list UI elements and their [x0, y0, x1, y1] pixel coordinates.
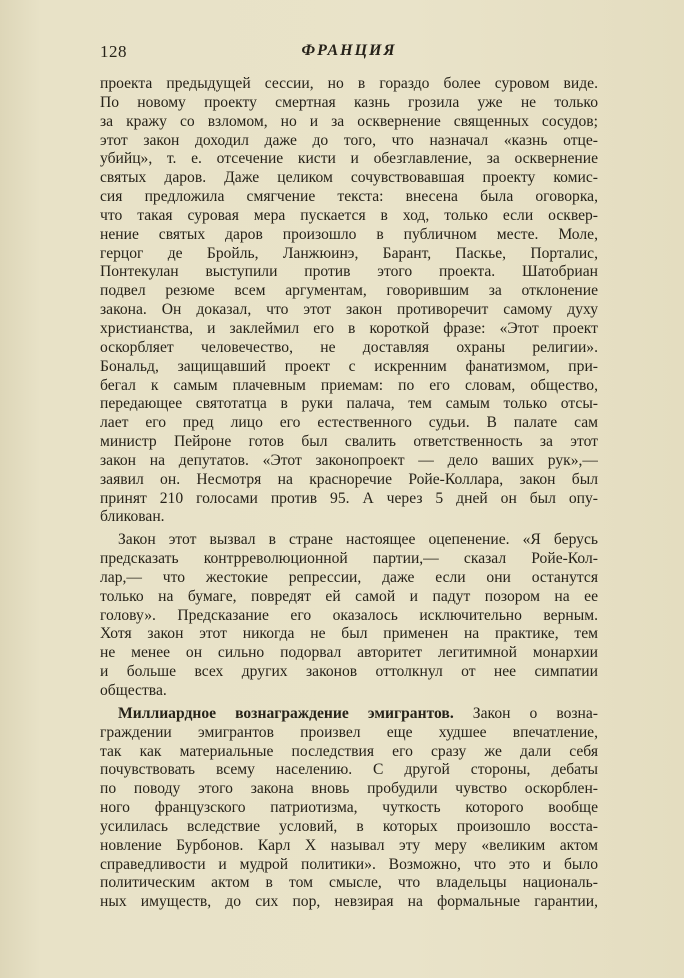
- text-line: справедливости и мудрой политики». Возможно, что это и было: [100, 855, 598, 873]
- page-number: 128: [100, 42, 127, 61]
- page-body: [100, 75, 598, 912]
- text-line: голову». Предсказание его оказалось исключительно верным.: [100, 606, 598, 624]
- text-line: герцог де Бройль, Ланжюинэ, Барант, Паскье, Порталис,: [100, 244, 598, 262]
- text-line: за кражу со взломом, но и за осквернение священных сосудов;: [100, 112, 598, 130]
- text-line: только на бумаге, повредят ей самой и падут позором на ее: [100, 587, 598, 605]
- text-line: святых даров. Даже целиком сочувствовавшая проекту комис-: [100, 169, 598, 187]
- text-line: бликован.: [100, 508, 165, 526]
- page-header: [100, 42, 598, 66]
- text-line: принят 210 голосами против 95. А через 5 дней он был опу-: [100, 489, 598, 507]
- text-line: По новому проекту смертная казнь грозила уже не только: [100, 93, 598, 111]
- text-line: по поводу этого закона вновь пробудили чувство оскорблен-: [100, 780, 598, 798]
- text-line: Закон этот вызвал в стране настоящее оцепенение. «Я берусь: [118, 531, 598, 549]
- text-line: сия предложила смягчение текста: внесена была оговорка,: [100, 188, 598, 206]
- text-line: убийц», т. е. отсечение кисти и обезглавление, за осквернение: [100, 150, 598, 168]
- text-line: новление Бурбонов. Карл X называл эту меру «великим актом: [100, 836, 598, 854]
- heading-line-rest: Закон о возна-: [453, 704, 598, 722]
- paragraph-2: [100, 531, 598, 701]
- text-line: бегал к самым плачевным приемам: по его словам, общество,: [100, 376, 598, 394]
- text-line: лает его пред лицо его естественного судьи. В палате сам: [100, 414, 598, 432]
- text-line: предсказать контрреволюционной партии,— сказал Ройе-Кол-: [100, 550, 598, 568]
- paragraph-1: [100, 75, 598, 527]
- text-line: ных имуществ, до сих пор, невзирая на формальные гарантии,: [100, 893, 598, 911]
- text-line: политическим актом в том смысле, что владельцы националь-: [100, 874, 598, 892]
- text-line: не менее он сильно подорвал авторитет легитимной монархии: [100, 644, 598, 662]
- paragraph-3: [100, 705, 598, 912]
- text-line: подвел резюме всем аргументам, говорившим за отклонение: [100, 282, 598, 300]
- text-line: и больше всех других законов оттолкнул от нее симпатии: [100, 663, 598, 681]
- section-heading: Миллиардное вознаграждение эмигрантов.: [118, 704, 454, 722]
- text-line: [100, 705, 598, 724]
- text-line: общества.: [100, 682, 167, 699]
- text-line: Хотя закон этот никогда не был применен на практике, тем: [100, 625, 598, 643]
- text-line: усилилась вследствие условий, в которых произошло восста-: [100, 817, 598, 835]
- text-line: христианства, и заклеймил его в короткой фразе: «Этот проект: [100, 319, 598, 337]
- text-line: нение святых даров произошло в публичном месте. Моле,: [100, 225, 598, 243]
- text-line: что такая суровая мера пускается в ход, только если осквер-: [100, 206, 598, 224]
- text-line: передающее святотатца в руки палача, тем самым только отсы-: [100, 395, 598, 413]
- text-line: почувствовать всему населению. С другой стороны, дебаты: [100, 761, 598, 779]
- text-line: министр Пейроне готов был свалить ответственность за этот: [100, 433, 598, 451]
- text-line: проекта предыдущей сессии, но в гораздо более суровом виде.: [100, 75, 598, 92]
- text-line: ного французского патриотизма, чуткость которого вообще: [100, 799, 598, 817]
- text-line: закона. Он доказал, что этот закон противоречит самому духу: [100, 301, 598, 319]
- text-line: Бональд, защищавший проект с искренним фанатизмом, при-: [100, 357, 598, 375]
- text-line: заявил он. Несмотря на красноречие Ройе-Коллара, закон был: [100, 470, 598, 488]
- text-line: Понтекулан выступили против этого проекта. Шатобриан: [100, 263, 598, 281]
- text-line: так как материальные последствия его сразу же дали себя: [100, 742, 598, 760]
- text-line: лар,— что жестокие репрессии, даже если они останутся: [100, 568, 598, 586]
- running-head: ФРАНЦИЯ: [301, 42, 397, 59]
- text-line: этот закон доходил даже до того, что назначал «казнь отце-: [100, 131, 598, 149]
- text-line: закон на депутатов. «Этот законопроект — дело ваших рук»,—: [100, 451, 598, 469]
- text-line: граждении эмигрантов произвел еще худшее впечатление,: [100, 723, 598, 741]
- text-line: оскорбляет человечество, не доставляя охраны религии».: [100, 338, 598, 356]
